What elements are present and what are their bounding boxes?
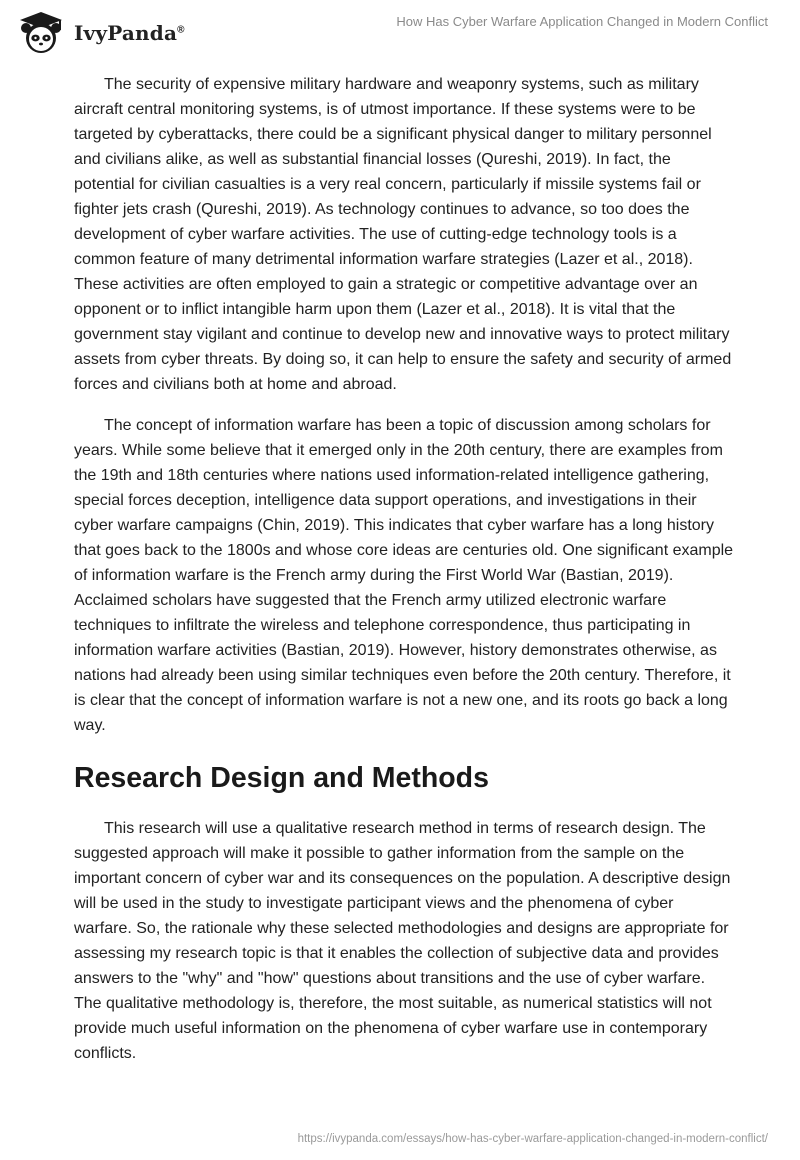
brand-logo[interactable] xyxy=(14,10,185,56)
panda-graduate-icon xyxy=(14,10,68,56)
document-title: How Has Cyber Warfare Application Changed in Modern Conflict xyxy=(396,14,768,29)
section-heading: Research Design and Methods xyxy=(74,762,489,794)
source-url[interactable]: https://ivypanda.com/essays/how-has-cyber-warfare-application-changed-in-modern-conflict/ xyxy=(297,1133,768,1145)
essay-content xyxy=(74,72,734,1082)
body-paragraph: The security of expensive military hardware and weaponry systems, such as military aircraft central monitoring systems, is of utmost importance. If these systems were to be targeted by cyberattacks, there could be a significant physical danger to military personnel and civilians alike, as well as substantial financial losses (Qureshi, 2019). In fact, the potential for civilian casualties is a very real concern, particularly if missile systems fail or fighter jets crash (Qureshi, 2019). As technology continues to advance, so too does the development of cyber warfare activities. The use of cutting-edge technology tools is a common feature of many detrimental information warfare strategies (Lazer et al., 2018). These activities are often employed to gain a strategic or competitive advantage over an opponent or to inflict intangible harm upon them (Lazer et al., 2018). It is vital that the government stay vigilant and continue to develop new and innovative ways to protect military assets from cyber threats. By doing so, it can help to ensure the safety and security of armed forces and civilians both at home and abroad. xyxy=(74,76,732,393)
brand-name: IvyPanda® xyxy=(74,21,185,45)
body-paragraph: The concept of information warfare has been a topic of discussion among scholars for years. While some believe that it emerged only in the 20th century, there are examples from the 19th and 18th centuries where nations used information-related intelligence gathering, special forces deception, intelligence data support operations, and investigations in their cyber warfare campaigns (Chin, 2019). This indicates that cyber warfare has a long history that goes back to the 1800s and whose core ideas are centuries old. One significant example of information warfare is the French army during the First World War (Bastian, 2019). Acclaimed scholars have suggested that the French army utilized electronic warfare techniques to infiltrate the wireless and telephone correspondence, thus participating in information warfare activities (Bastian, 2019). However, history demonstrates otherwise, as nations had already been using similar techniques even before the 20th century. Therefore, it is clear that the concept of information warfare is not a new one, and its roots go back a long way. xyxy=(74,417,734,734)
body-paragraph: This research will use a qualitative research method in terms of research design. The suggested approach will make it possible to gather information from the sample on the important concern of cyber war and its consequences on the population. A descriptive design will be used in the study to investigate participant views and the phenomena of cyber warfare. So, the rationale why these selected methodologies and designs are appropriate for assessing my research topic is that it enables the collection of subjective data and provides answers to the "why" and "how" questions about transitions and the use of cyber warfare. The qualitative methodology is, therefore, the most suitable, as numerical statistics will not provide much useful information on the phenomena of cyber warfare use in contemporary conflicts. xyxy=(74,820,731,1062)
